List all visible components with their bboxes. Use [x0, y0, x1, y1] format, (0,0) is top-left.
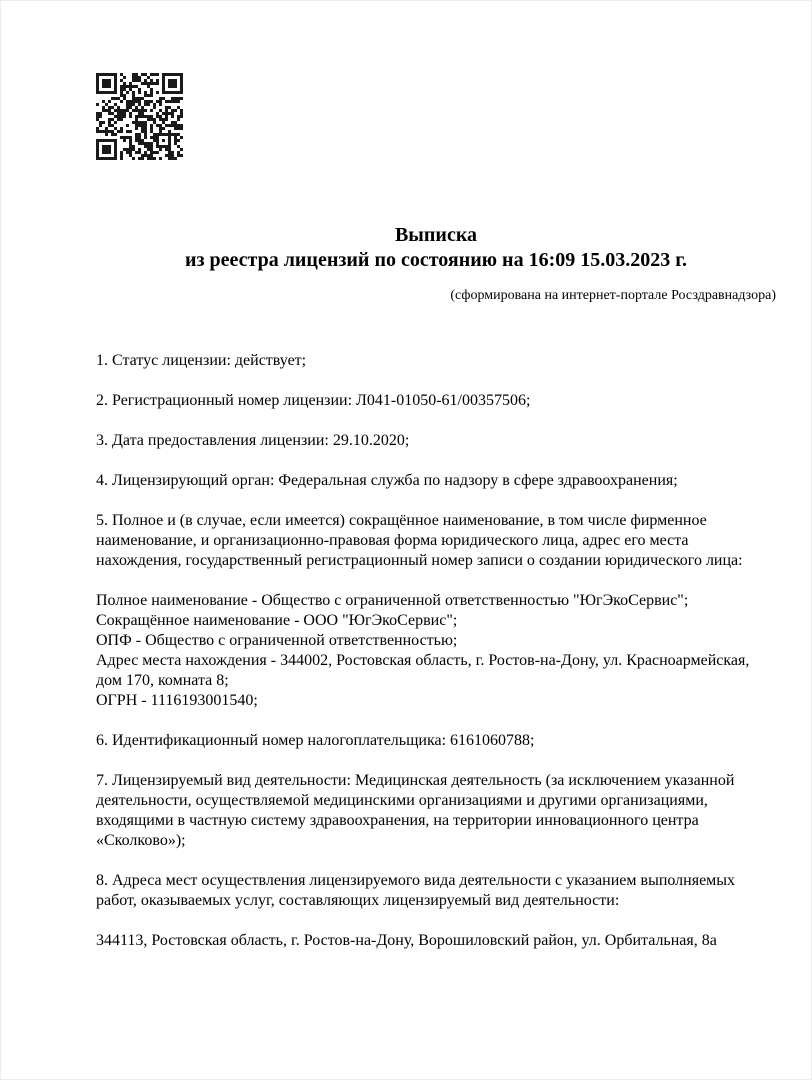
- text-line: Полное наименование - Общество с ограниченной ответственностью "ЮгЭкоСервис";: [96, 592, 689, 609]
- text-line: ОПФ - Общество с ограниченной ответственностью;: [96, 632, 458, 649]
- document-body: [96, 351, 776, 951]
- text-line: Сокращённое наименование - ООО "ЮгЭкоСервис";: [96, 612, 458, 629]
- text-line: 8. Адреса мест осуществления лицензируемого вида деятельности с указанием выполняемых: [96, 872, 736, 889]
- paragraph-org-details-heading: [96, 511, 776, 571]
- paragraph-license-status: 1. Статус лицензии: действует;: [96, 352, 307, 369]
- text-line: Адрес места нахождения - 344002, Ростовская область, г. Ростов-на-Дону, ул. Красноармейская,: [96, 652, 750, 669]
- text-line: деятельности, осуществляемой медицинскими организациями и другими организациями,: [96, 792, 708, 809]
- text-line: нахождения, государственный регистрационный номер записи о создании юридического лица:: [96, 552, 743, 569]
- text-line: наименование, и организационно-правовая форма юридического лица, адрес его места: [96, 532, 689, 549]
- text-line: 7. Лицензируемый вид деятельности: Медицинская деятельность (за исключением указанной: [96, 772, 735, 789]
- paragraph-taxpayer-id: 6. Идентификационный номер налогоплательщика: 6161060788;: [96, 732, 535, 749]
- document-title-line1: Выписка: [394, 224, 478, 246]
- text-line: 5. Полное и (в случае, если имеется) сокращённое наименование, в том числе фирменное: [96, 512, 707, 529]
- paragraph-org-details: [96, 591, 776, 711]
- paragraph-licensing-authority: 4. Лицензирующий орган: Федеральная служба по надзору в сфере здравоохранения;: [96, 472, 678, 489]
- paragraph-activity-addresses-heading: [96, 871, 776, 911]
- text-line: входящими в частную систему здравоохранения, на территории инновационного центра: [96, 812, 699, 829]
- text-line: работ, оказываемых услуг, составляющих лицензируемый вид деятельности:: [96, 892, 620, 909]
- paragraph-licensed-activity: [96, 771, 776, 851]
- text-line: дом 170, комната 8;: [96, 672, 229, 689]
- paragraph-grant-date: 3. Дата предоставления лицензии: 29.10.2020;: [96, 432, 410, 449]
- paragraph-activity-address: 344113, Ростовская область, г. Ростов-на-Дону, Ворошиловский район, ул. Орбитальная, 8а: [96, 932, 717, 949]
- document-content: [1, 1, 811, 971]
- text-line: ОГРН - 1116193001540;: [96, 692, 258, 709]
- formation-note: (сформирована на интернет-портале Росздравнадзора): [450, 288, 776, 303]
- paragraph-registration-number: 2. Регистрационный номер лицензии: Л041-01050-61/00357506;: [96, 392, 531, 409]
- document-title: [96, 223, 776, 273]
- document-title-line2: из реестра лицензий по состоянию на 16:09 15.03.2023 г.: [184, 249, 688, 271]
- text-line: «Сколково»);: [96, 832, 186, 849]
